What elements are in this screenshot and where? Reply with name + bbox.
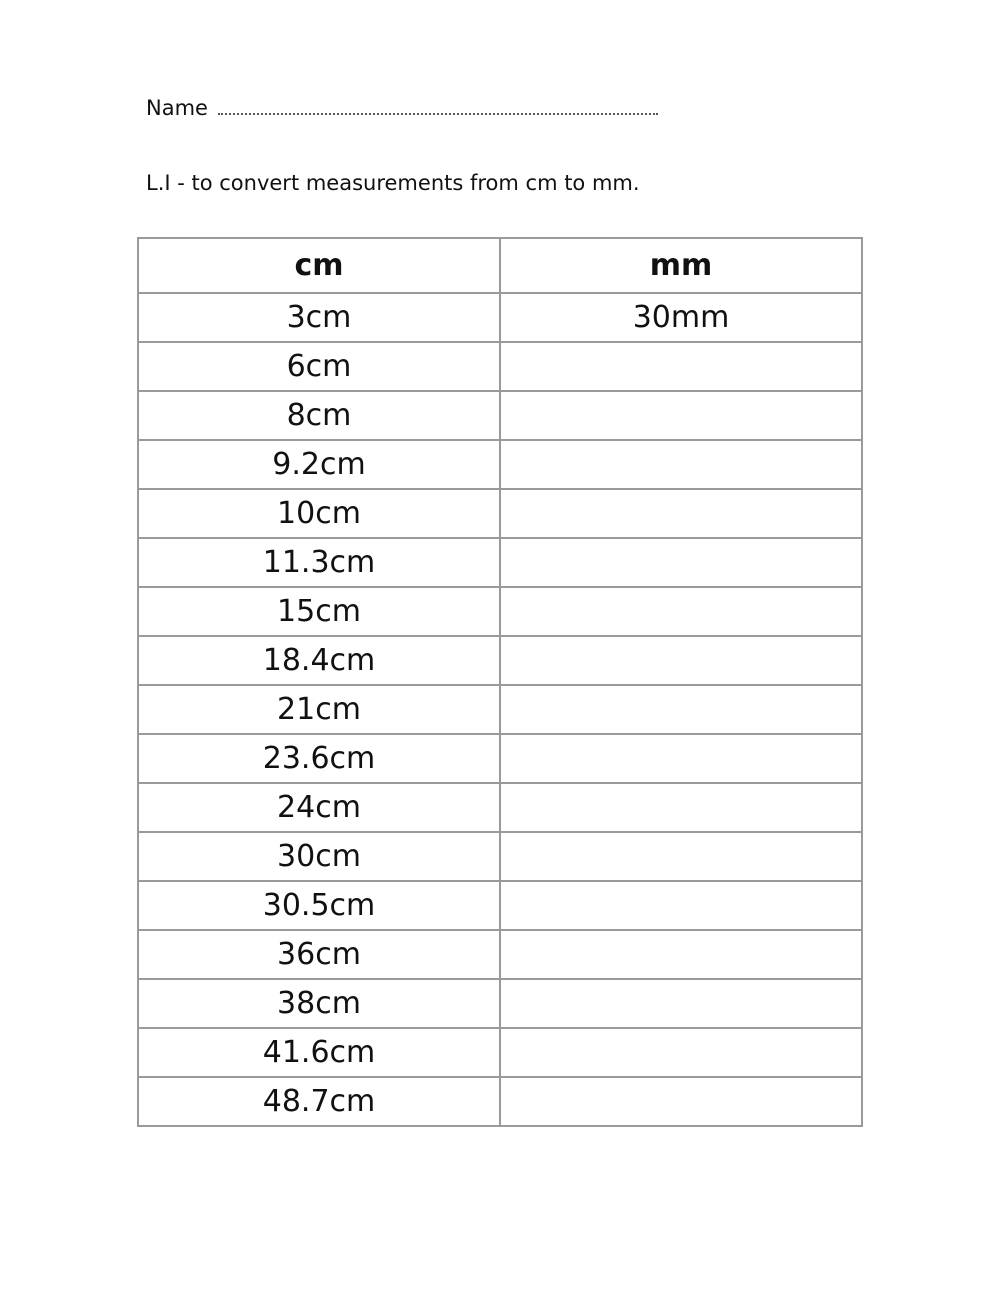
table-row — [138, 636, 862, 685]
mm-answer-cell[interactable] — [500, 489, 862, 538]
cm-cell: 36cm — [138, 930, 500, 979]
table-row — [138, 979, 862, 1028]
table-row — [138, 587, 862, 636]
name-write-line[interactable] — [218, 97, 658, 115]
table-row — [138, 538, 862, 587]
cm-cell: 48.7cm — [138, 1077, 500, 1126]
table-row — [138, 685, 862, 734]
mm-answer-cell[interactable] — [500, 636, 862, 685]
cm-cell: 23.6cm — [138, 734, 500, 783]
table-row — [138, 489, 862, 538]
mm-answer-cell[interactable] — [500, 1028, 862, 1077]
conversion-table — [137, 237, 863, 1127]
name-label: Name — [146, 96, 208, 120]
mm-answer-cell[interactable] — [500, 587, 862, 636]
table-header-row — [138, 238, 862, 293]
mm-answer-cell[interactable] — [500, 391, 862, 440]
mm-answer-cell[interactable] — [500, 685, 862, 734]
cm-cell: 15cm — [138, 587, 500, 636]
cm-cell: 6cm — [138, 342, 500, 391]
table-row — [138, 391, 862, 440]
learning-intention: L.I - to convert measurements from cm to mm. — [146, 171, 640, 195]
mm-answer-cell[interactable] — [500, 1077, 862, 1126]
cm-cell: 10cm — [138, 489, 500, 538]
mm-answer-cell[interactable] — [500, 734, 862, 783]
table-row — [138, 440, 862, 489]
cm-cell: 11.3cm — [138, 538, 500, 587]
name-field — [146, 96, 658, 120]
mm-answer-cell[interactable] — [500, 832, 862, 881]
cm-cell: 38cm — [138, 979, 500, 1028]
table-row — [138, 930, 862, 979]
mm-answer-cell[interactable] — [500, 881, 862, 930]
cm-cell: 41.6cm — [138, 1028, 500, 1077]
mm-answer-cell[interactable] — [500, 342, 862, 391]
cm-cell: 3cm — [138, 293, 500, 342]
cm-cell: 24cm — [138, 783, 500, 832]
table-row — [138, 1028, 862, 1077]
mm-answer-cell[interactable] — [500, 979, 862, 1028]
table-row — [138, 734, 862, 783]
column-header-cm: cm — [138, 238, 500, 293]
cm-cell: 30.5cm — [138, 881, 500, 930]
column-header-mm: mm — [500, 238, 862, 293]
cm-cell: 18.4cm — [138, 636, 500, 685]
table-row — [138, 1077, 862, 1126]
table-row — [138, 342, 862, 391]
table-row — [138, 293, 862, 342]
mm-answer-cell[interactable] — [500, 783, 862, 832]
mm-answer-cell[interactable] — [500, 930, 862, 979]
cm-cell: 30cm — [138, 832, 500, 881]
mm-answer-cell[interactable] — [500, 538, 862, 587]
mm-answer-cell[interactable]: 30mm — [500, 293, 862, 342]
cm-cell: 9.2cm — [138, 440, 500, 489]
mm-answer-cell[interactable] — [500, 440, 862, 489]
table-row — [138, 881, 862, 930]
table-row — [138, 783, 862, 832]
cm-cell: 8cm — [138, 391, 500, 440]
table-row — [138, 832, 862, 881]
cm-cell: 21cm — [138, 685, 500, 734]
